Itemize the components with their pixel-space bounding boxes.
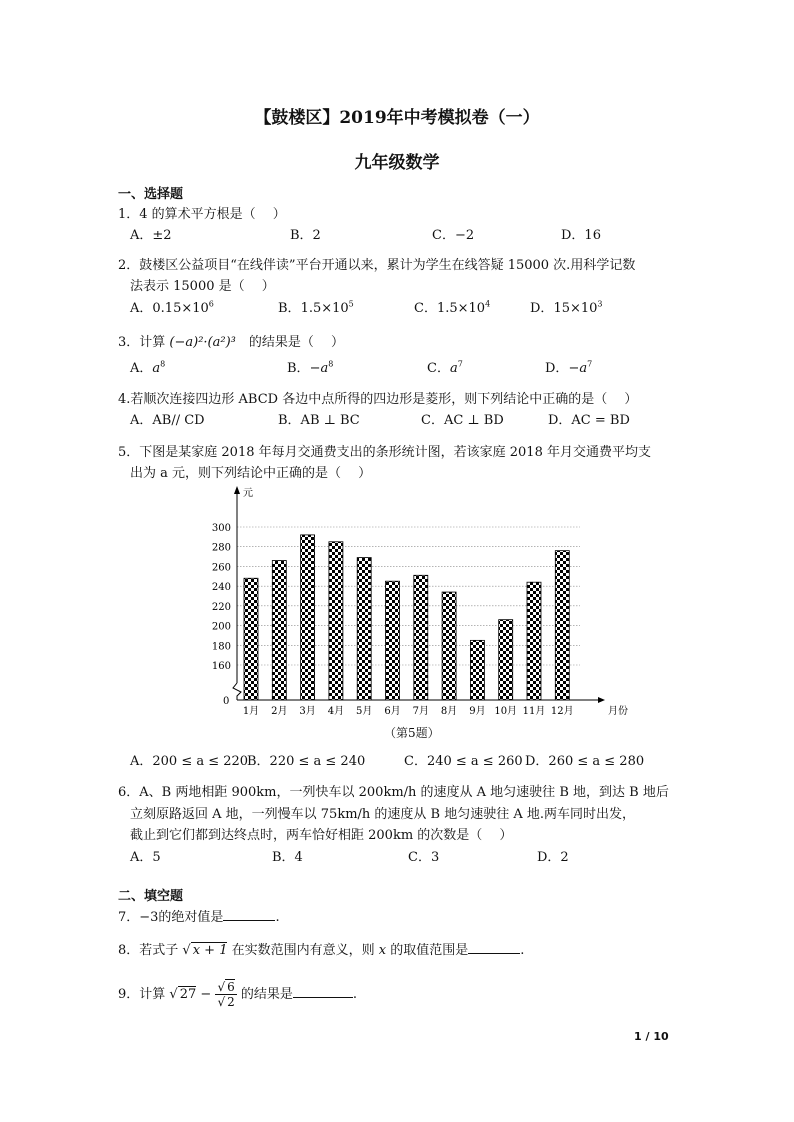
- q2-option-c: C．$1.5\times 10^4$: [414, 299, 491, 316]
- bar: [442, 592, 456, 700]
- bar: [414, 575, 428, 700]
- answer-blank: [468, 941, 520, 954]
- exam-subtitle: 九年级数学: [354, 153, 440, 173]
- question-5-stem-line1: 5．下图是某家庭 2018 年每月交通费支出的条形统计图，若该家庭 2018 年月交通费平均支: [118, 445, 651, 460]
- question-3-stem: 3．计算 (−a)²·(a²)³ 的结果是（ ）: [118, 335, 345, 350]
- question-6-line1: 6．A、B 两地相距 900km，一列快车以 200km/h 的速度从 A 地匀速驶往 B 地，到达 B 地后: [118, 785, 669, 800]
- x-axis-label: 月份: [608, 706, 628, 717]
- x-tick-label: 2月: [271, 706, 288, 717]
- question-6-line3: 截止到它们都到达终点时，两车恰好相距 200km 的次数是（ ）: [130, 828, 513, 843]
- q6-option-d: D．2: [537, 850, 569, 865]
- section-heading-fill: 二、填空题: [118, 889, 184, 904]
- q2-option-a: A．$0.15\times 10^6$: [130, 299, 214, 316]
- q5-option-a: A．200 ≤ a ≤ 220: [130, 754, 249, 769]
- q4-option-a: A．AB// CD: [130, 413, 205, 428]
- q4-option-c: C．AC ⊥ BD: [421, 413, 504, 428]
- q5-option-c: C．240 ≤ a ≤ 260: [404, 754, 523, 769]
- answer-blank: [223, 908, 275, 921]
- bar: [555, 551, 569, 700]
- q6-option-b: B．4: [272, 850, 303, 865]
- axis-break: [233, 683, 241, 700]
- x-tick-label: 9月: [469, 706, 486, 717]
- x-tick-label: 12月: [550, 706, 574, 717]
- question-5-stem-line2: 出为 a 元，则下列结论中正确的是（ ）: [130, 466, 372, 481]
- bar: [499, 620, 513, 700]
- y-tick-label: 160: [211, 661, 231, 672]
- q1-option-c: C．−2: [432, 228, 475, 243]
- q1-option-b: B．2: [290, 228, 321, 243]
- q1-option-a: A．±2: [130, 228, 172, 243]
- x-tick-label: 7月: [412, 706, 429, 717]
- q4-option-d: D．AC = BD: [548, 413, 630, 428]
- y-tick-label: 240: [211, 582, 231, 594]
- question-2-stem-line1: 2．鼓楼区公益项目“在线伴读”平台开通以来，累计为学生在线答疑 15000 次.用科学记数: [118, 258, 636, 273]
- y-axis-label: 元: [243, 488, 253, 499]
- monthly-transport-bar-chart: [200, 480, 630, 720]
- y-tick-label: 200: [211, 621, 231, 633]
- x-tick-label: 11月: [522, 706, 546, 717]
- bar: [301, 535, 315, 700]
- exam-title: 【鼓楼区】2019年中考模拟卷（一）: [254, 108, 540, 128]
- question-2-stem-line2: 法表示 15000 是（ ）: [130, 279, 275, 294]
- q2-option-b: B．$1.5\times 10^5$: [278, 299, 354, 316]
- q3-option-d: D．$-a^7$: [545, 359, 593, 376]
- bar: [470, 640, 484, 700]
- x-tick-label: 1月: [242, 706, 260, 717]
- q3-option-c: C．$a^7$: [427, 359, 463, 376]
- bar: [329, 542, 343, 700]
- y-tick-label: 260: [211, 562, 231, 574]
- q5-option-b: B．220 ≤ a ≤ 240: [247, 754, 366, 769]
- page-number: 1 / 10: [634, 1030, 669, 1043]
- q3-option-a: A．$a^8$: [130, 359, 166, 376]
- q1-option-d: D．16: [561, 228, 601, 243]
- bar: [357, 558, 371, 700]
- x-tick-label: 6月: [384, 706, 401, 717]
- x-axis-arrow: [598, 697, 605, 703]
- question-6-line2: 立刻原路返回 A 地，一列慢车以 75km/h 的速度从 B 地匀速驶往 A 地.两车同时出发，: [130, 807, 636, 822]
- question-4-stem: 4.若顺次连接四边形 ABCD 各边中点所得的四边形是菱形，则下列结论中正确的是（ ）: [118, 392, 638, 407]
- bar: [272, 561, 286, 700]
- x-tick-label: 10月: [494, 706, 518, 717]
- y-axis-arrow: [234, 486, 240, 494]
- y-tick-label: 220: [211, 601, 231, 613]
- q5-option-d: D．260 ≤ a ≤ 280: [525, 754, 645, 769]
- bar: [527, 582, 541, 700]
- x-tick-label: 5月: [356, 706, 373, 717]
- q3-option-b: B．$-a^8$: [287, 359, 334, 376]
- q4-option-b: B．AB ⊥ BC: [278, 413, 360, 428]
- origin-label: 0: [223, 696, 230, 707]
- answer-blank: [293, 985, 353, 998]
- q2-option-d: D．$15\times 10^3$: [530, 299, 603, 316]
- question-9: 9．计算 √ 27 − $\frac{√ 6}{√ 2}$ 的结果是 .: [118, 980, 358, 1009]
- q6-option-a: A．5: [130, 850, 161, 865]
- fraction: $\frac{√ 6}{√ 2}$: [217, 980, 235, 1009]
- x-tick-label: 4月: [327, 706, 345, 717]
- question-7: 7．−3的绝对值是 .: [118, 910, 280, 925]
- y-tick-label: 280: [211, 542, 231, 554]
- section-heading-choice: 一、选择题: [118, 187, 184, 202]
- x-tick-label: 8月: [440, 706, 458, 717]
- q6-option-c: C．3: [408, 850, 440, 865]
- q3-expression: (−a)²·(a²)³: [169, 335, 236, 350]
- y-tick-label: 180: [211, 641, 231, 653]
- bar: [386, 581, 400, 700]
- question-1-stem: 1．4 的算术平方根是（ ）: [118, 207, 286, 222]
- figure-caption: （第5题）: [384, 726, 440, 740]
- question-8: 8．若式子 √ x + 1 在实数范围内有意义，则 x 的取值范围是 .: [118, 943, 525, 958]
- y-tick-label: 300: [211, 523, 231, 534]
- bar: [244, 578, 258, 700]
- x-tick-label: 3月: [299, 706, 316, 717]
